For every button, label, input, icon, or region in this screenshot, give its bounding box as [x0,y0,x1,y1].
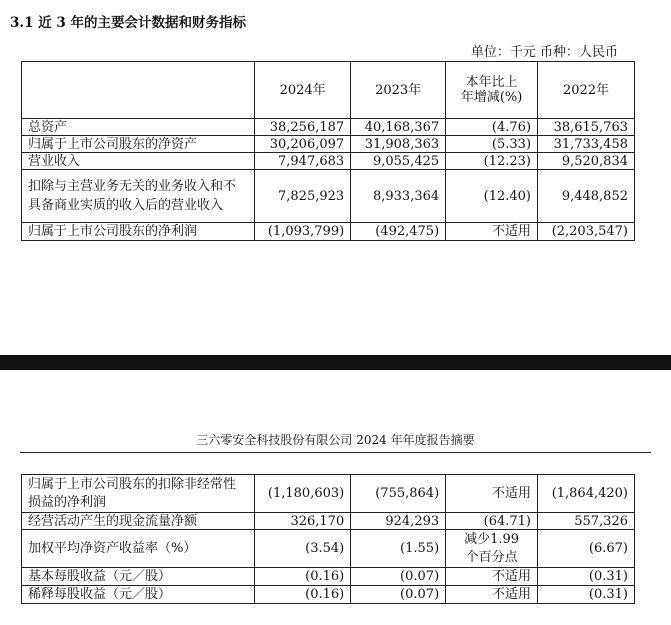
cell-change: (12.23) [446,153,538,170]
cell-2024: (1,180,603) [255,475,351,513]
cell-2024: (3.54) [255,530,351,568]
row-label: 加权平均净资产收益率（%） [22,530,255,568]
header-2022: 2022年 [538,62,635,119]
cell-2023: (492,475) [351,223,446,241]
cell-2023: 8,933,364 [351,170,446,223]
cell-2023: (0.07) [351,586,446,604]
cell-2023: (755,864) [351,475,446,513]
table-row [22,119,635,136]
cell-change: 不适用 [446,223,538,241]
row-label: 稀释每股收益（元／股） [22,586,255,604]
row-label: 归属于上市公司股东的净利润 [22,223,255,241]
cell-2024: (1,093,799) [255,223,351,241]
cell-change: (5.33) [446,136,538,153]
cell-2022: 9,520,834 [538,153,635,170]
report-footer-title: 三六零安全科技股份有限公司 2024 年年度报告摘要 [196,433,475,447]
cell-2024: 7,825,923 [255,170,351,223]
row-label: 归属于上市公司股东的扣除非经常性损益的净利润 [22,475,255,513]
header-change: 本年比上年增减(%) [446,62,538,119]
table-row [22,513,635,530]
cell-2023: 31,908,363 [351,136,446,153]
cell-2022: (6.67) [538,530,635,568]
table-row [22,153,635,170]
footer-rule [20,452,651,453]
table-row [22,475,635,513]
unit-label: 单位：千元 币种：人民币 [470,45,618,60]
row-label: 归属于上市公司股东的净资产 [22,136,255,153]
cell-2022: 31,733,458 [538,136,635,153]
cell-2023: 9,055,425 [351,153,446,170]
table-row [22,223,635,241]
cell-2024: 30,206,097 [255,136,351,153]
table-row [22,170,635,223]
cell-change: 不适用 [446,586,538,604]
cell-2023: 924,293 [351,513,446,530]
cell-2024: 7,947,683 [255,153,351,170]
table-header-row [22,62,635,119]
financial-table-1 [21,61,635,241]
cell-change: (12.40) [446,170,538,223]
cell-2022: 557,326 [538,513,635,530]
cell-2023: (0.07) [351,568,446,586]
table-row [22,586,635,604]
section-title: 3.1 近 3 年的主要会计数据和财务指标 [10,15,246,31]
cell-2022: (0.31) [538,586,635,604]
cell-2022: (1,864,420) [538,475,635,513]
cell-2023: (1.55) [351,530,446,568]
header-2024: 2024年 [255,62,351,119]
cell-2024: (0.16) [255,568,351,586]
cell-2022: 9,448,852 [538,170,635,223]
row-label: 基本每股收益（元／股） [22,568,255,586]
table-row [22,568,635,586]
row-label: 营业收入 [22,153,255,170]
cell-2022: (0.31) [538,568,635,586]
cell-2023: 40,168,367 [351,119,446,136]
cell-change: 不适用 [446,568,538,586]
financial-table-2 [21,474,635,604]
row-label: 扣除与主营业务无关的业务收入和不具备商业实质的收入后的营业收入 [22,170,255,223]
table-row [22,530,635,568]
header-2023: 2023年 [351,62,446,119]
cell-2022: 38,615,763 [538,119,635,136]
cell-change: 不适用 [446,475,538,513]
header-blank [22,62,255,119]
cell-change: (64.71) [446,513,538,530]
row-label: 经营活动产生的现金流量净额 [22,513,255,530]
cell-2022: (2,203,547) [538,223,635,241]
row-label: 总资产 [22,119,255,136]
cell-change: 减少1.99个百分点 [446,530,538,568]
cell-2024: (0.16) [255,586,351,604]
table-row [22,136,635,153]
cell-2024: 38,256,187 [255,119,351,136]
cell-2024: 326,170 [255,513,351,530]
cell-change: (4.76) [446,119,538,136]
page-break-bar [0,355,671,370]
